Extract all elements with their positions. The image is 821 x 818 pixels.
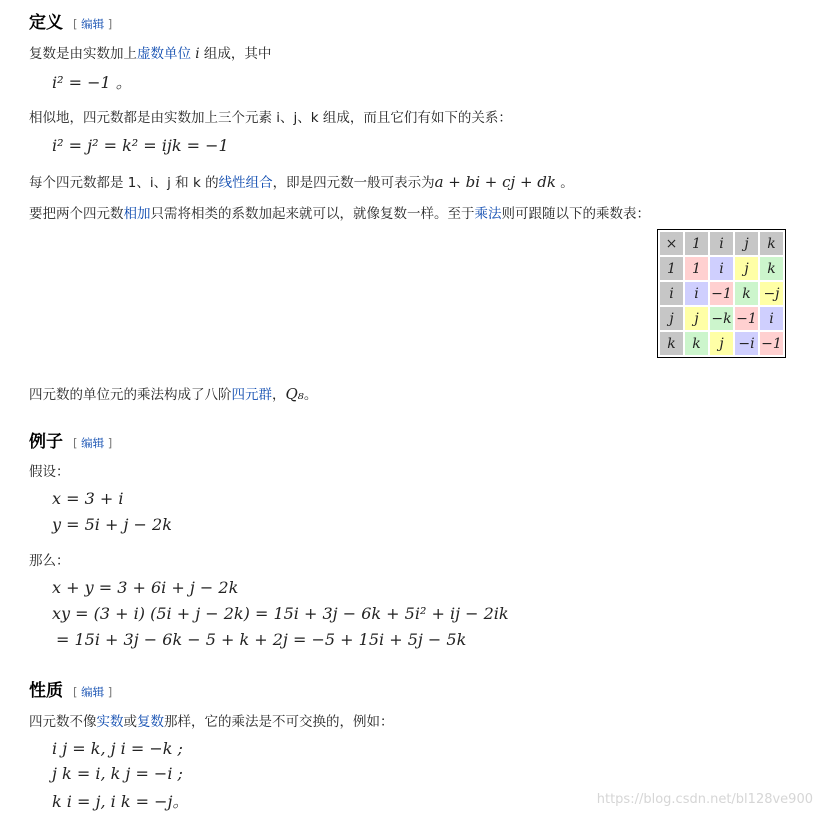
table-cell: k [735, 282, 758, 305]
table-row [660, 332, 783, 355]
table-row [660, 257, 783, 280]
quaternion-group-link[interactable]: 四元群 [231, 387, 272, 403]
paragraph-quaternion-group [29, 383, 317, 403]
table-cell: i [710, 232, 733, 255]
table-cell: 1 [685, 257, 708, 280]
watermark: https://blog.csdn.net/bl128ve900 [596, 792, 813, 807]
table-cell: k [760, 257, 783, 280]
edit-section-link[interactable]: [ 编辑 ] [73, 17, 113, 31]
heading-text: 性质 [29, 681, 63, 701]
table-cell: j [735, 257, 758, 280]
equation-ij: i j = k, j i = −k ; [52, 739, 183, 758]
table-cell: −1 [710, 282, 733, 305]
math-general-form: a + bi + cj + dk [434, 173, 556, 191]
table-cell: −1 [735, 307, 758, 330]
text: 组成，其中 [203, 46, 272, 62]
edit-section-link[interactable]: [ 编辑 ] [73, 685, 113, 699]
equation-jk: j k = i, k j = −i ; [52, 764, 183, 783]
edit-section-link[interactable]: [ 编辑 ] [73, 436, 113, 450]
table-row [660, 232, 783, 255]
table-cell: j [685, 307, 708, 330]
table-cell: −k [710, 307, 733, 330]
paragraph-noncommutative [29, 710, 394, 730]
paragraph-linear-combination [29, 171, 574, 191]
linear-combination-link[interactable]: 线性组合 [218, 175, 273, 191]
then-label: 那么： [29, 553, 70, 569]
text: 那样，它的乘法是不可交换的，例如： [164, 714, 394, 730]
equation-i-squared: i² = −1 。 [52, 73, 132, 92]
text: 或 [123, 714, 137, 730]
table-cell: i [760, 307, 783, 330]
table-cell: j [710, 332, 733, 355]
equation-ki: k i = j, i k = −j。 [52, 792, 189, 811]
table-cell: k [685, 332, 708, 355]
paragraph-quaternion-elements: 相似地，四元数都是由实数加上三个元素 i、j、k 组成，而且它们有如下的关系： [29, 110, 512, 126]
table-cell: −1 [760, 332, 783, 355]
equation-y: y = 5i + j − 2k [52, 515, 172, 534]
text: 要把两个四元数 [29, 206, 124, 222]
table-cell: j [660, 307, 683, 330]
heading-text: 例子 [29, 432, 63, 452]
real-number-link[interactable]: 实数 [96, 714, 124, 730]
text: 只需将相类的系数加起来就可以，就像复数一样。至于 [150, 206, 475, 222]
paragraph-addition-multiplication [29, 202, 650, 222]
table-row [660, 307, 783, 330]
table-cell: 1 [660, 257, 683, 280]
heading-text: 定义 [29, 13, 63, 33]
section-heading-example [29, 427, 112, 452]
paragraph-complex-def [29, 42, 271, 62]
text: 。 [303, 387, 318, 403]
table-cell: j [735, 232, 758, 255]
text: 复数是由实数加上 [29, 46, 137, 62]
table-cell: i [660, 282, 683, 305]
multiplication-table [657, 229, 786, 358]
table-cell: × [660, 232, 683, 255]
math-q8: Q₈ [285, 385, 304, 403]
addition-link[interactable]: 相加 [123, 206, 151, 222]
imaginary-unit-link[interactable]: 虚数单位 [137, 46, 191, 62]
text: 四元数的单位元的乘法构成了八阶 [29, 387, 232, 403]
text: 。 [555, 175, 574, 191]
math-i: i [191, 46, 204, 62]
equation-product-1: xy = (3 + i) (5i + j − 2k) = 15i + 3j − 6k + 5i² + ij − 2ik [52, 604, 509, 623]
text: 四元数不像 [29, 714, 97, 730]
table-cell: i [710, 257, 733, 280]
text: ，即是四元数一般可表示为 [272, 175, 435, 191]
table-cell: i [685, 282, 708, 305]
text: ， [272, 387, 286, 403]
section-heading-definition [29, 8, 112, 33]
edit-link-text[interactable]: 编辑 [81, 436, 105, 450]
text: 则可跟随以下的乘数表： [501, 206, 650, 222]
assume-label: 假设： [29, 464, 70, 480]
section-heading-properties [29, 676, 112, 701]
equation-sum: x + y = 3 + 6i + j − 2k [52, 578, 239, 597]
edit-link-text[interactable]: 编辑 [81, 685, 105, 699]
equation-product-2: = 15i + 3j − 6k − 5 + k + 2j = −5 + 15i + 5j − 5k [56, 630, 467, 649]
equation-hamilton: i² = j² = k² = ijk = −1 [52, 136, 229, 155]
edit-link-text[interactable]: 编辑 [81, 17, 105, 31]
table-cell: k [760, 232, 783, 255]
table-row [660, 282, 783, 305]
table-cell: k [660, 332, 683, 355]
complex-number-link[interactable]: 复数 [137, 714, 164, 730]
table-cell: −i [735, 332, 758, 355]
table-cell: 1 [685, 232, 708, 255]
multiplication-link[interactable]: 乘法 [474, 206, 502, 222]
table-cell: −j [760, 282, 783, 305]
text: 每个四元数都是 1、i、j 和 k 的 [29, 175, 219, 191]
equation-x: x = 3 + i [52, 489, 124, 508]
